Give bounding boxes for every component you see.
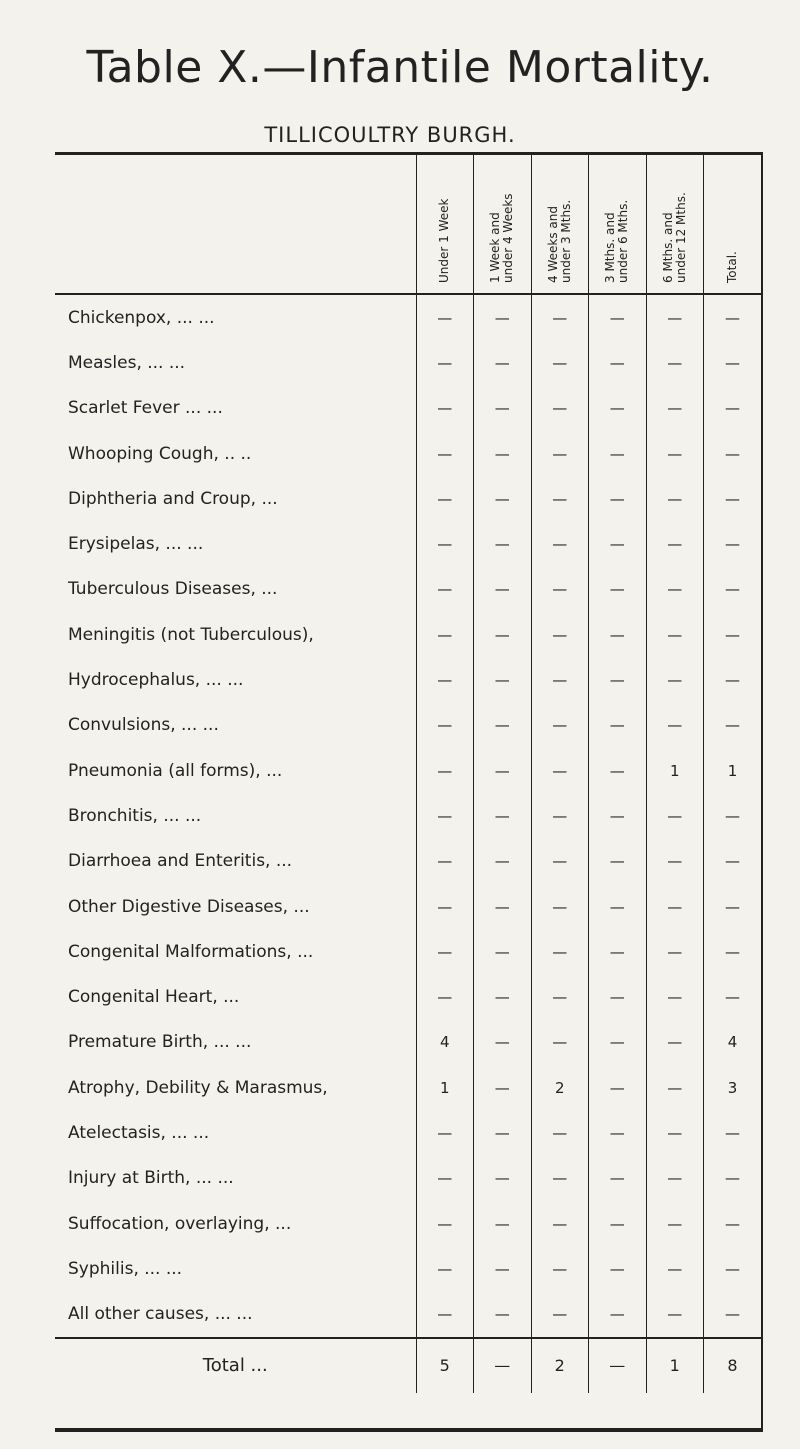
table-row: [55, 1246, 761, 1291]
row-label: Suffocation, overlaying, ...: [68, 1213, 292, 1234]
column-header: 3 Mths. and under 6 Mths.: [589, 155, 647, 294]
value-cell: —: [589, 1156, 647, 1201]
value-cell: —: [704, 839, 762, 884]
value-cell: —: [704, 612, 762, 657]
value-cell: —: [474, 567, 532, 612]
value-cell: —: [646, 974, 704, 1019]
row-label: Congenital Heart, ...: [68, 987, 240, 1008]
value-cell: —: [474, 793, 532, 838]
value-cell: —: [531, 294, 589, 340]
value-cell: —: [646, 884, 704, 929]
value-cell: —: [589, 294, 647, 340]
value-cell: —: [531, 1292, 589, 1338]
table-row: [55, 703, 761, 748]
row-label: Convulsions, ... ...: [68, 715, 219, 736]
value-cell: —: [646, 1201, 704, 1246]
value-cell: —: [416, 340, 474, 385]
table-row: [55, 1156, 761, 1201]
value-cell: —: [474, 431, 532, 476]
table-row: [55, 748, 761, 793]
value-cell: —: [589, 884, 647, 929]
value-cell: —: [646, 703, 704, 748]
value-cell: —: [704, 567, 762, 612]
row-label: Diphtheria and Croup, ...: [68, 488, 278, 509]
value-cell: —: [416, 793, 474, 838]
value-cell: —: [589, 386, 647, 431]
value-cell: —: [416, 521, 474, 566]
value-cell: —: [416, 974, 474, 1019]
value-cell: —: [531, 657, 589, 702]
value-cell: —: [589, 974, 647, 1019]
value-cell: —: [589, 612, 647, 657]
value-cell: —: [474, 1201, 532, 1246]
value-cell: —: [416, 748, 474, 793]
value-cell: —: [646, 1292, 704, 1338]
value-cell: —: [704, 1246, 762, 1291]
value-cell: —: [704, 1201, 762, 1246]
table-row: [55, 929, 761, 974]
row-label: Measles, ... ...: [68, 352, 186, 373]
value-cell: —: [531, 1246, 589, 1291]
page-title: Table X.—Infantile Mortality.: [86, 42, 714, 93]
row-label: Hydrocephalus, ... ...: [68, 670, 244, 691]
value-cell: —: [646, 521, 704, 566]
row-label: Whooping Cough, .. ..: [68, 443, 252, 464]
table-row: [55, 839, 761, 884]
value-cell: —: [474, 340, 532, 385]
value-cell: —: [589, 1246, 647, 1291]
value-cell: 3: [704, 1065, 762, 1110]
table-row: [55, 476, 761, 521]
value-cell: —: [474, 1246, 532, 1291]
table-row: [55, 1020, 761, 1065]
value-cell: —: [704, 974, 762, 1019]
table-row: [55, 521, 761, 566]
table-subtitle: TILLICOULTRY BURGH.: [264, 123, 516, 147]
value-cell: —: [416, 612, 474, 657]
value-cell: —: [474, 1065, 532, 1110]
table-row: [55, 974, 761, 1019]
value-cell: —: [704, 929, 762, 974]
value-cell: —: [416, 839, 474, 884]
value-cell: —: [416, 1110, 474, 1155]
row-label: Congenital Malformations, ...: [68, 941, 314, 962]
value-cell: —: [531, 839, 589, 884]
mortality-table: [55, 155, 761, 1393]
mortality-table-frame: [55, 152, 763, 1432]
table-row: [55, 612, 761, 657]
value-cell: —: [646, 1020, 704, 1065]
value-cell: —: [416, 294, 474, 340]
value-cell: —: [474, 748, 532, 793]
row-label: All other causes, ... ...: [68, 1304, 253, 1325]
value-cell: —: [474, 386, 532, 431]
row-label: Bronchitis, ... ...: [68, 805, 202, 826]
value-cell: —: [531, 748, 589, 793]
value-cell: —: [646, 612, 704, 657]
value-cell: 1: [416, 1065, 474, 1110]
row-label: Erysipelas, ... ...: [68, 534, 204, 555]
header-row: [55, 155, 761, 294]
value-cell: —: [589, 703, 647, 748]
row-label: Atelectasis, ... ...: [68, 1122, 210, 1143]
value-cell: —: [704, 340, 762, 385]
table-row: [55, 431, 761, 476]
value-cell: —: [474, 294, 532, 340]
value-cell: —: [589, 839, 647, 884]
value-cell: —: [531, 703, 589, 748]
row-label: Chickenpox, ... ...: [68, 307, 215, 328]
total-cell: —: [474, 1338, 532, 1393]
value-cell: —: [531, 793, 589, 838]
table-row: [55, 1065, 761, 1110]
value-cell: 1: [704, 748, 762, 793]
value-cell: —: [646, 567, 704, 612]
table-row: [55, 340, 761, 385]
value-cell: —: [474, 1156, 532, 1201]
value-cell: —: [704, 1156, 762, 1201]
total-label: Total ...: [55, 1338, 416, 1393]
value-cell: —: [704, 476, 762, 521]
value-cell: —: [416, 1292, 474, 1338]
value-cell: —: [646, 657, 704, 702]
value-cell: —: [704, 431, 762, 476]
value-cell: —: [416, 386, 474, 431]
value-cell: —: [704, 386, 762, 431]
value-cell: —: [589, 476, 647, 521]
column-header: 6 Mths. and under 12 Mths.: [646, 155, 704, 294]
total-cell: —: [589, 1338, 647, 1393]
value-cell: —: [474, 1110, 532, 1155]
value-cell: —: [416, 567, 474, 612]
row-label: Diarrhoea and Enteritis, ...: [68, 851, 293, 872]
value-cell: —: [416, 657, 474, 702]
column-header: 4 Weeks and under 3 Mths.: [531, 155, 589, 294]
value-cell: —: [531, 340, 589, 385]
value-cell: —: [416, 476, 474, 521]
value-cell: —: [589, 1292, 647, 1338]
value-cell: —: [531, 567, 589, 612]
table-row: [55, 657, 761, 702]
column-header: Under 1 Week: [416, 155, 474, 294]
table-body: [55, 294, 761, 1338]
value-cell: —: [646, 839, 704, 884]
value-cell: —: [474, 929, 532, 974]
value-cell: —: [416, 1156, 474, 1201]
value-cell: —: [531, 884, 589, 929]
row-label: Premature Birth, ... ...: [68, 1032, 252, 1053]
value-cell: —: [474, 884, 532, 929]
row-label: Other Digestive Diseases, ...: [68, 896, 310, 917]
value-cell: —: [704, 703, 762, 748]
value-cell: —: [646, 1110, 704, 1155]
value-cell: —: [474, 657, 532, 702]
value-cell: 4: [704, 1020, 762, 1065]
value-cell: —: [704, 884, 762, 929]
value-cell: —: [704, 521, 762, 566]
value-cell: —: [531, 1156, 589, 1201]
value-cell: —: [589, 521, 647, 566]
value-cell: —: [589, 1065, 647, 1110]
value-cell: —: [474, 1020, 532, 1065]
header-blank-cell: [55, 155, 416, 294]
value-cell: —: [589, 340, 647, 385]
value-cell: —: [416, 431, 474, 476]
value-cell: —: [589, 1201, 647, 1246]
value-cell: —: [646, 294, 704, 340]
value-cell: —: [474, 1292, 532, 1338]
value-cell: —: [589, 657, 647, 702]
value-cell: —: [646, 1065, 704, 1110]
value-cell: 2: [531, 1065, 589, 1110]
column-header: 1 Week and under 4 Weeks: [474, 155, 532, 294]
total-cell: 8: [704, 1338, 762, 1393]
value-cell: —: [474, 476, 532, 521]
row-label: Scarlet Fever ... ...: [68, 398, 223, 419]
value-cell: —: [474, 703, 532, 748]
value-cell: —: [474, 521, 532, 566]
row-label: Injury at Birth, ... ...: [68, 1168, 234, 1189]
total-cell: 1: [646, 1338, 704, 1393]
value-cell: —: [474, 974, 532, 1019]
total-row: [55, 1338, 761, 1393]
value-cell: —: [589, 1110, 647, 1155]
value-cell: —: [646, 476, 704, 521]
value-cell: —: [474, 612, 532, 657]
value-cell: —: [416, 703, 474, 748]
value-cell: —: [531, 1201, 589, 1246]
total-cell: 5: [416, 1338, 474, 1393]
value-cell: —: [704, 294, 762, 340]
table-row: [55, 1201, 761, 1246]
value-cell: 4: [416, 1020, 474, 1065]
value-cell: —: [646, 1246, 704, 1291]
row-label: Atrophy, Debility & Marasmus,: [68, 1077, 328, 1098]
value-cell: —: [531, 521, 589, 566]
row-label: Syphilis, ... ...: [68, 1258, 183, 1279]
table-row: [55, 294, 761, 340]
value-cell: —: [474, 839, 532, 884]
value-cell: —: [531, 1020, 589, 1065]
value-cell: —: [589, 431, 647, 476]
table-row: [55, 567, 761, 612]
value-cell: —: [704, 657, 762, 702]
value-cell: —: [646, 386, 704, 431]
value-cell: —: [531, 386, 589, 431]
table-row: [55, 793, 761, 838]
value-cell: —: [416, 929, 474, 974]
value-cell: —: [531, 929, 589, 974]
table-row: [55, 1292, 761, 1338]
total-cell: 2: [531, 1338, 589, 1393]
value-cell: —: [589, 793, 647, 838]
table-row: [55, 386, 761, 431]
value-cell: —: [589, 1020, 647, 1065]
value-cell: —: [646, 340, 704, 385]
value-cell: —: [416, 884, 474, 929]
value-cell: —: [704, 793, 762, 838]
value-cell: —: [589, 929, 647, 974]
column-header: Total.: [704, 155, 762, 294]
row-label: Pneumonia (all forms), ...: [68, 760, 283, 781]
value-cell: —: [531, 1110, 589, 1155]
row-label: Tuberculous Diseases, ...: [68, 579, 278, 600]
value-cell: —: [531, 431, 589, 476]
value-cell: —: [531, 612, 589, 657]
value-cell: —: [646, 929, 704, 974]
value-cell: —: [416, 1201, 474, 1246]
row-label: Meningitis (not Tuberculous),: [68, 624, 314, 645]
value-cell: —: [646, 1156, 704, 1201]
table-row: [55, 884, 761, 929]
value-cell: —: [646, 431, 704, 476]
value-cell: —: [589, 567, 647, 612]
value-cell: 1: [646, 748, 704, 793]
table-row: [55, 1110, 761, 1155]
value-cell: —: [646, 793, 704, 838]
value-cell: —: [589, 748, 647, 793]
value-cell: —: [704, 1292, 762, 1338]
value-cell: —: [531, 974, 589, 1019]
value-cell: —: [531, 476, 589, 521]
value-cell: —: [416, 1246, 474, 1291]
value-cell: —: [704, 1110, 762, 1155]
